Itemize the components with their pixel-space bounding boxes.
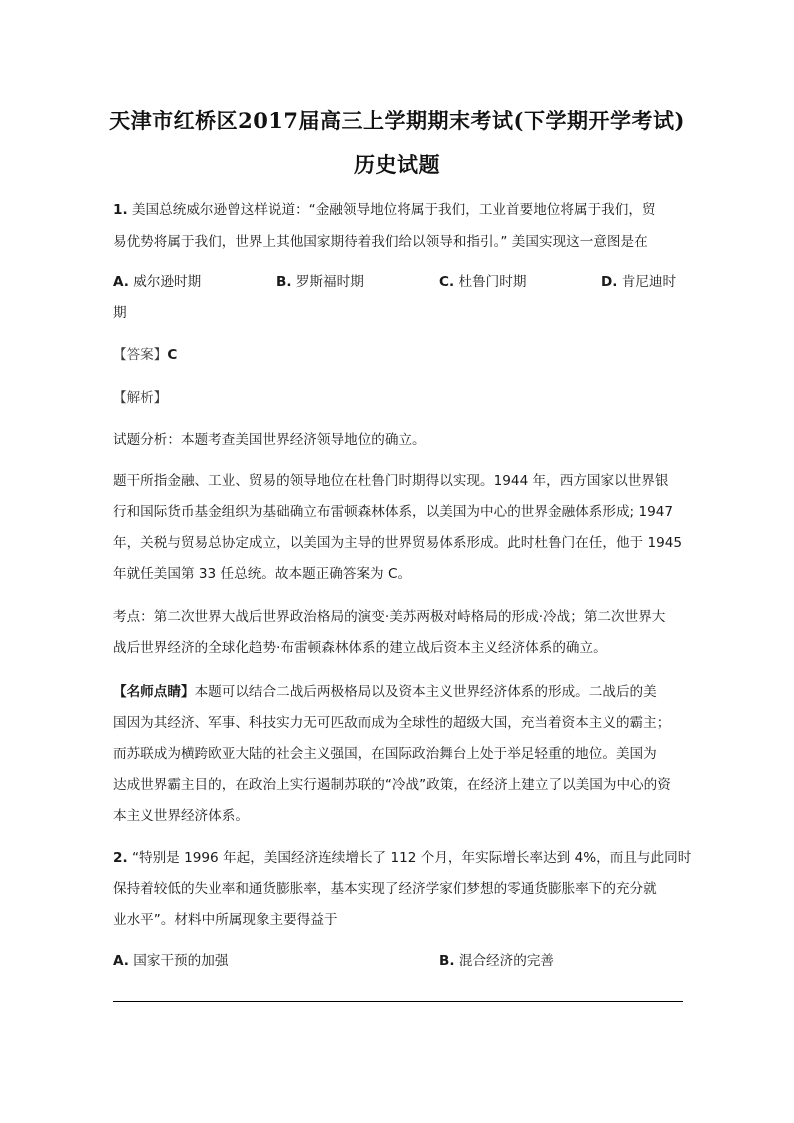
mingshi-tag: 【名师点睛】 [113, 684, 195, 700]
q2-option-a [113, 949, 228, 969]
q1-option-b-label: B. [276, 274, 292, 290]
q2-option-a-text: 国家干预的加强 [133, 953, 229, 969]
q1-option-c-text: 杜鲁门时期 [458, 274, 527, 290]
q1-option-d-wrap: 期 [113, 305, 127, 321]
mingshi-line: 达成世界霸主目的，在政治上实行遏制苏联的“冷战”政策，在经济上建立了以美国为中心的资 [113, 777, 671, 793]
mingshi-line-1 [113, 680, 693, 700]
answer-value: C [167, 347, 178, 363]
q1-option-a-label: A. [113, 274, 129, 290]
exam-title: 天津市红桥区2017届高三上学期期末考试(下学期开学考试) [109, 108, 685, 133]
q1-stem-text-1: 美国总统威尔逊曾这样说道：“金融领导地位将属于我们，工业首要地位将属于我们，贸 [131, 202, 656, 218]
q2-option-a-label: A. [113, 953, 129, 969]
q1-option-a [113, 270, 201, 290]
q1-answer [113, 343, 693, 363]
q1-option-d [601, 270, 676, 290]
q1-option-d-label: D. [601, 274, 618, 290]
mingshi-line: 本主义世界经济体系。 [113, 808, 249, 824]
q2-stem-line-1 [113, 846, 693, 866]
q2-option-b [439, 949, 554, 969]
q2-option-b-text: 混合经济的完善 [458, 953, 555, 969]
q2-stem-text-1: “特别是 1996 年起，美国经济连续增长了 112 个月，年实际增长率达到 4%，而且与此同时 [131, 850, 692, 866]
q1-stem-line-2: 易优势将属于我们，世界上其他国家期待着我们给以领导和指引。” 美国实现这一意图是在 [113, 234, 648, 250]
analysis-line: 年，关税与贸易总协定成立，以美国为主导的世界贸易体系形成。此时杜鲁门在任，他于 1945 [113, 535, 683, 551]
q1-option-b-text: 罗斯福时期 [295, 274, 364, 290]
analysis-tag: 【解析】 [113, 390, 168, 406]
q2-option-b-label: B. [439, 953, 455, 969]
mingshi-text: 本题可以结合二战后两极格局以及资本主义世界经济体系的形成。二战后的美 [194, 684, 657, 700]
q2-stem-line: 业水平”。材料中所属现象主要得益于 [113, 912, 338, 928]
q1-option-b [276, 270, 364, 290]
q1-option-c [439, 270, 526, 290]
answer-tag: 【答案】 [113, 347, 168, 363]
q1-stem-line-1 [113, 198, 693, 218]
q1-number: 1. [113, 202, 128, 218]
kaodian-line: 战后世界经济的全球化趋势·布雷顿森林体系的建立战后资本主义经济体系的确立。 [113, 640, 607, 656]
mingshi-line: 而苏联成为横跨欧亚大陆的社会主义强国，在国际政治舞台上处于举足轻重的地位。美国为 [113, 746, 657, 762]
mingshi-line: 国因为其经济、军事、科技实力无可匹敌而成为全球性的超级大国，充当着资本主义的霸主； [113, 715, 671, 731]
page-footer-divider [113, 1001, 683, 1002]
q2-stem-line: 保持着较低的失业率和通货膨胀率，基本实现了经济学家们梦想的零通货膨胀率下的充分就 [113, 881, 657, 897]
exam-subtitle: 历史试题 [354, 152, 440, 177]
q1-option-d-text: 肯尼迪时 [621, 274, 677, 290]
q1-option-c-label: C. [439, 274, 455, 290]
analysis-line: 题干所指金融、工业、贸易的领导地位在杜鲁门时期得以实现。1944 年，西方国家以世界银 [113, 473, 669, 489]
analysis-line: 年就任美国第 33 任总统。故本题正确答案为 C。 [113, 566, 412, 582]
kaodian-line: 考点：第二次世界大战后世界政治格局的演变·美苏两极对峙格局的形成·冷战；第二次世界大 [113, 609, 666, 625]
q2-number: 2. [113, 850, 128, 866]
analysis-line: 行和国际货币基金组织为基础确立布雷顿森林体系，以美国为中心的世界金融体系形成; 1947 [113, 504, 674, 520]
q1-option-a-text: 威尔逊时期 [133, 274, 202, 290]
analysis-line: 试题分析：本题考查美国世界经济领导地位的确立。 [113, 432, 426, 448]
